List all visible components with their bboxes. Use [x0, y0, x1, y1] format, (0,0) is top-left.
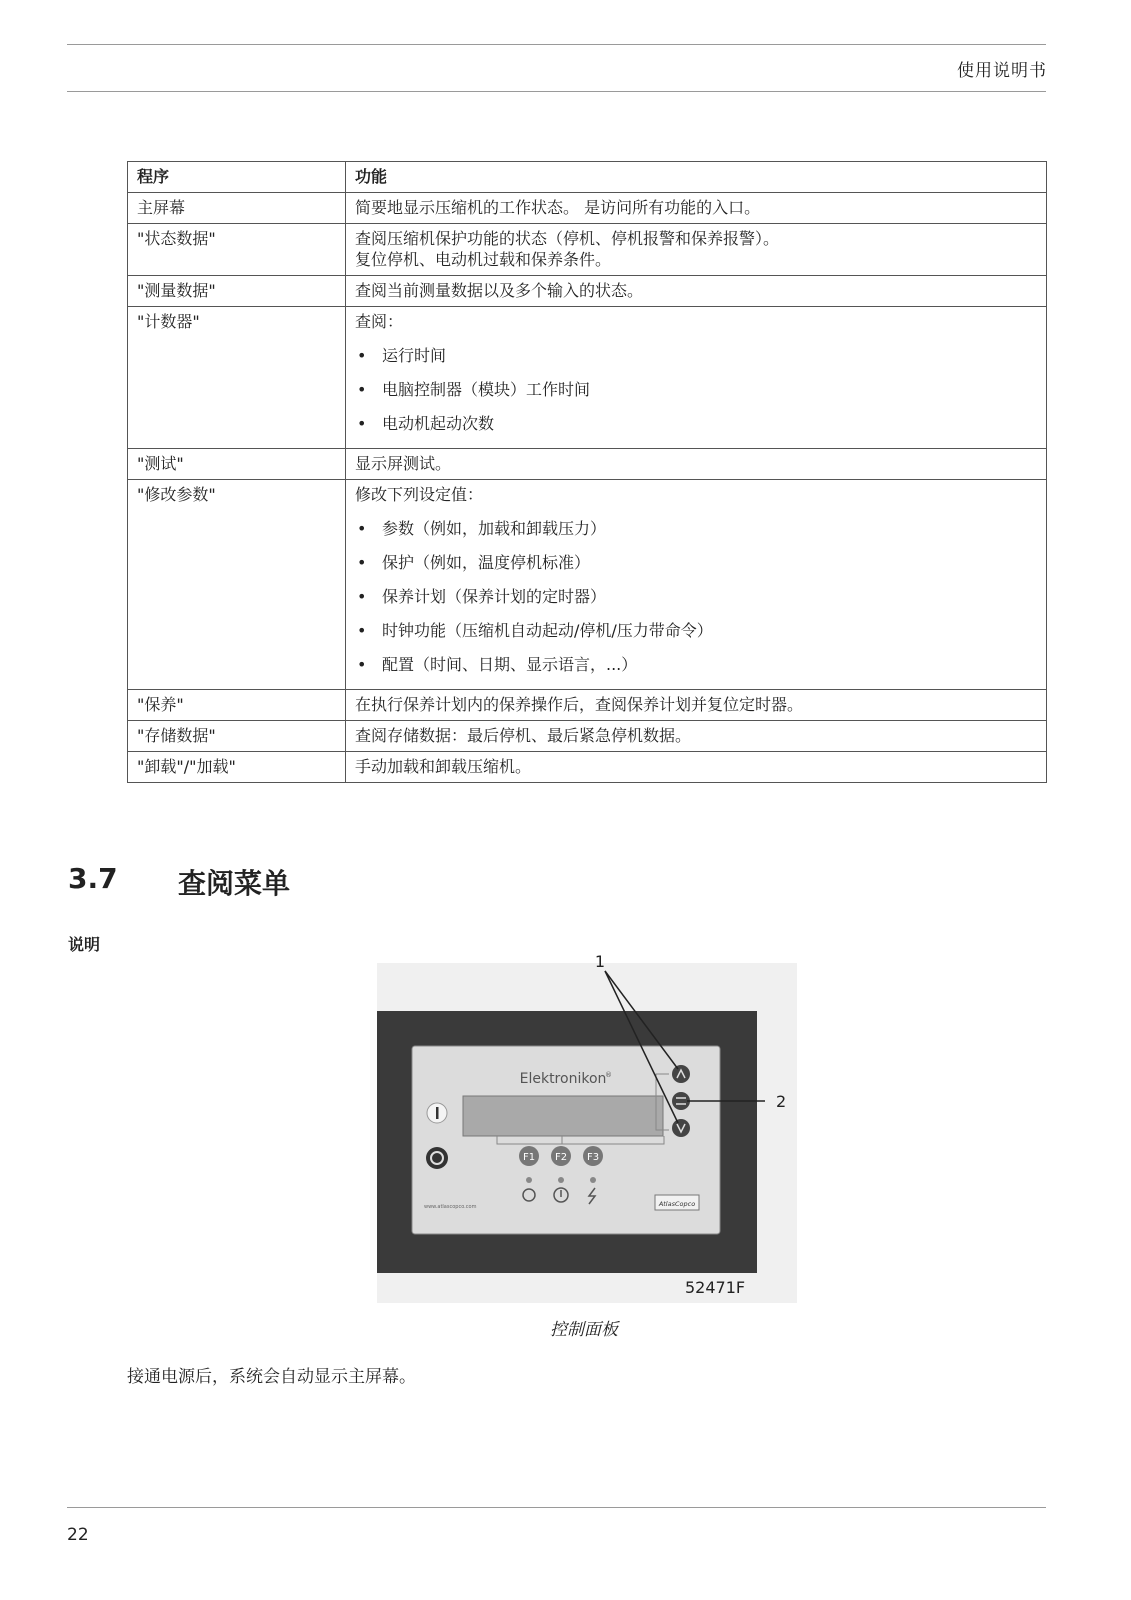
led-3	[590, 1177, 596, 1183]
led-1	[526, 1177, 532, 1183]
function-cell	[346, 307, 1047, 449]
function-cell	[346, 752, 1047, 783]
function-text: 在执行保养计划内的保养操作后，查阅保养计划并复位定时器。	[355, 695, 804, 714]
bullet-item: • 参数（例如，加载和卸载压力）	[355, 518, 1037, 539]
control-panel-illustration	[377, 952, 797, 1303]
section-subtitle: 说明	[68, 935, 101, 954]
table-header-row	[128, 162, 1047, 193]
header-title: 使用说明书	[957, 61, 1047, 81]
logo-text: AtlasCopco	[658, 1200, 696, 1208]
bullet-item: • 电脑控制器（模块）工作时间	[355, 379, 1037, 400]
table-row	[128, 449, 1047, 480]
function-table	[127, 161, 1047, 783]
program-cell: "修改参数"	[128, 480, 346, 690]
bullet-item: • 配置（时间、日期、显示语言，...）	[355, 654, 1037, 675]
f1-label: F1	[522, 1152, 536, 1163]
table-row	[128, 224, 1047, 276]
function-cell	[346, 721, 1047, 752]
figure-code: 52471F	[685, 1278, 746, 1297]
function-text: 查阅：	[355, 312, 404, 331]
function-text: 查阅压缩机保护功能的状态（停机、停机报警和保养报警）。	[355, 229, 780, 248]
panel-display	[463, 1096, 663, 1136]
program-cell: "状态数据"	[128, 224, 346, 276]
nav-up-button	[672, 1065, 690, 1083]
nav-down-button	[672, 1119, 690, 1137]
table-row	[128, 721, 1047, 752]
table-row	[128, 193, 1047, 224]
table-body	[128, 193, 1047, 783]
led-2	[558, 1177, 564, 1183]
function-cell	[346, 193, 1047, 224]
function-bullet-list	[355, 345, 1037, 434]
callout-1-label: 1	[594, 952, 606, 971]
header-program: 程序	[128, 162, 346, 193]
function-text: 手动加载和卸载压缩机。	[355, 757, 532, 776]
program-cell: 主屏幕	[128, 193, 346, 224]
function-text: 查阅存储数据：最后停机、最后紧急停机数据。	[355, 726, 692, 745]
table-row	[128, 276, 1047, 307]
program-cell: "计数器"	[128, 307, 346, 449]
callout-2-label: 2	[776, 1092, 787, 1111]
bullet-item: • 时钟功能（压缩机自动起动/停机/压力带命令）	[355, 620, 1037, 641]
header-rule-bottom	[67, 91, 1046, 92]
footer-rule	[67, 1507, 1046, 1508]
program-cell: "卸载"/"加载"	[128, 752, 346, 783]
program-cell: "存储数据"	[128, 721, 346, 752]
program-cell: "保养"	[128, 690, 346, 721]
table-row	[128, 307, 1047, 449]
function-text: 查阅当前测量数据以及多个输入的状态。	[355, 281, 644, 300]
bullet-item: • 保护（例如，温度停机标准）	[355, 552, 1037, 573]
function-bullet-list	[355, 518, 1037, 675]
bullet-item: • 运行时间	[355, 345, 1037, 366]
panel-brand-mark: ®	[605, 1071, 612, 1079]
function-text: 简要地显示压缩机的工作状态。 是访问所有功能的入口。	[355, 198, 761, 217]
panel-website: www.atlascopco.com	[424, 1204, 477, 1210]
panel-brand: Elektronikon	[519, 1071, 607, 1087]
function-cell	[346, 480, 1047, 690]
function-text: 显示屏测试。	[355, 454, 452, 473]
function-cell	[346, 276, 1047, 307]
stop-button	[426, 1147, 448, 1169]
bullet-item: • 保养计划（保养计划的定时器）	[355, 586, 1037, 607]
f2-label: F2	[554, 1152, 568, 1163]
table-row	[128, 480, 1047, 690]
section-title: 查阅菜单	[178, 867, 291, 900]
bullet-item: • 电动机起动次数	[355, 413, 1037, 434]
function-cell	[346, 449, 1047, 480]
header-rule-top	[67, 44, 1046, 45]
header-function: 功能	[346, 162, 1047, 193]
control-panel-figure	[377, 952, 797, 1303]
section-number: 3.7	[68, 862, 118, 895]
program-cell: "测试"	[128, 449, 346, 480]
start-icon	[436, 1107, 439, 1119]
function-cell	[346, 224, 1047, 276]
function-text: 复位停机、电动机过载和保养条件。	[355, 250, 612, 269]
function-text: 修改下列设定值：	[355, 485, 484, 504]
body-paragraph: 接通电源后，系统会自动显示主屏幕。	[127, 1367, 416, 1387]
figure-caption: 控制面板	[550, 1320, 618, 1340]
function-cell	[346, 690, 1047, 721]
table-row	[128, 752, 1047, 783]
table-row	[128, 690, 1047, 721]
f3-label: F3	[586, 1152, 600, 1163]
program-cell: "测量数据"	[128, 276, 346, 307]
page-number: 22	[67, 1525, 89, 1545]
